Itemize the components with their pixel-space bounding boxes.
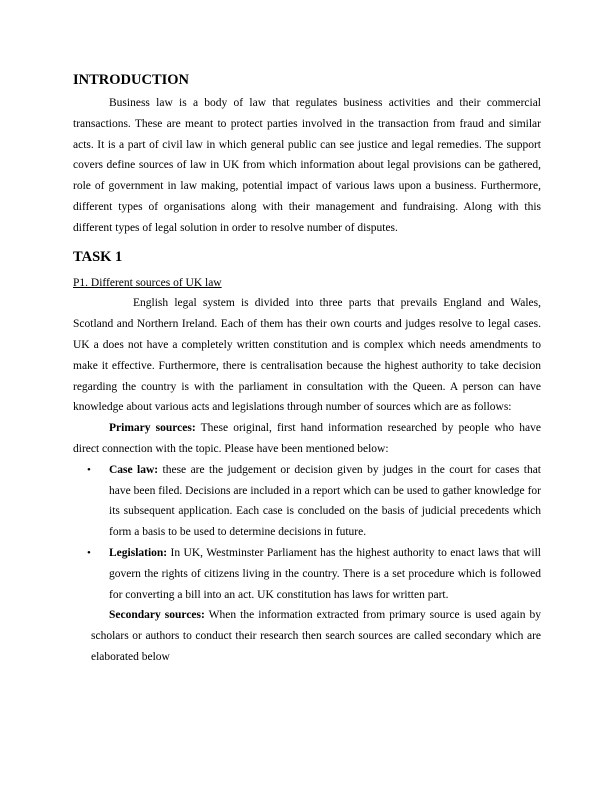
secondary-sources-paragraph xyxy=(73,605,541,667)
introduction-heading: INTRODUCTION xyxy=(73,72,190,88)
case-law-text: these are the judgement or decision given by judges in the court for cases that have been filed. Decisions are included in a report which can be used to gather knowledge for its subsequent application. Each case is concluded on the basis of judicial precedents which form a basis to be used to determine decisions in future. xyxy=(109,463,541,539)
introduction-paragraph: Business law is a body of law that regulates business activities and their commercial transactions. These are meant to protect parties involved in the transaction from fraud and similar acts. It is a part of civil law in which general public can see justice and legal remedies. The support covers define sources of law in UK from which information about legal provisions can be gathered, role of government in law making, potential impact of various laws upon a business. Furthermore, different types of organisations along with their management and fundraising. Along with this different types of legal solution in order to resolve number of disputes. xyxy=(73,97,541,234)
bullet-icon: • xyxy=(87,463,91,476)
p1-subheading: P1. Different sources of UK law xyxy=(73,276,222,289)
case-law-label: Case law: xyxy=(109,463,159,476)
legislation-label: Legislation: xyxy=(109,546,168,559)
secondary-sources-label: Secondary sources: xyxy=(109,609,205,622)
legislation-text: In UK, Westminster Parliament has the highest authority to enact laws that will govern the rights of citizens living in the country. There is a set procedure which is followed for converting a bill into an act. UK constitution has laws for written part. xyxy=(109,546,541,601)
task1-heading: TASK 1 xyxy=(73,248,123,265)
list-item-case-law xyxy=(73,460,541,543)
list-item-legislation xyxy=(73,543,541,605)
primary-sources-text: These original, first hand information researched by people who have direct connection with the topic. Please have been mentioned below: xyxy=(73,422,541,455)
bullet-icon: • xyxy=(87,546,91,559)
primary-sources-paragraph xyxy=(73,418,541,460)
secondary-sources-text: When the information extracted from primary source is used again by scholars or authors to conduct their research then search sources are called secondary which are elaborated below xyxy=(91,609,541,663)
primary-sources-list xyxy=(73,460,541,606)
document-page xyxy=(73,70,541,668)
primary-sources-label: Primary sources: xyxy=(109,422,196,435)
task1-paragraph: English legal system is divided into three parts that prevails England and Wales, Scotland and Northern Ireland. Each of them has their own courts and judges resolve to legal cases. UK a does not have a completely written constitution and is complex which needs amendments to make it effective. Furthermore, there is centralisation because the highest authority to take decision regarding the country is with the parliament in consultation with the Queen. A person can have knowledge about various acts and legislations through number of sources which are as follows: xyxy=(73,297,541,414)
